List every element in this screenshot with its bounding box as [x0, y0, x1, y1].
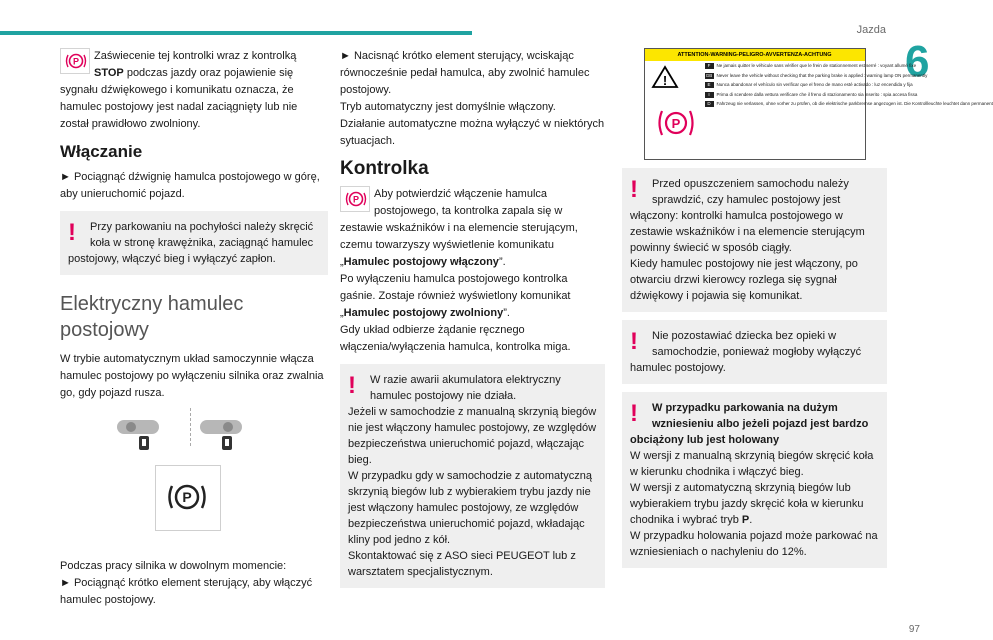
release-instruction: ► Nacisnąć krótko element sterujący, wciskając równocześnie pedał hamulca, aby zwolnić hamulec postojowy.	[340, 50, 590, 96]
warning-box-battery: ! W razie awarii akumulatora elektryczny hamulec postojowy nie działa. Jeżeli w samochodzie z manualną skrzynią biegów nie jest włączony hamulec postojowy, ze względów bezpieczeństwa unieruchomić pojazd, włączając bieg. W przypadku gdy w samochodzie z automatyczną skrzynią biegów lub z wybierakiem trybu jazdy nie jest włączony hamulec postojowy, ze względów bezpieczeństwa unieruchomić pojazd, wkładając kliny pod jedno z kół. Skontaktować się z ASO sieci PEUGEOT lub z warsztatem specjalistycznym.	[340, 364, 605, 588]
parking-brake-warning-icon	[60, 48, 90, 74]
warning-box-leaving: ! Przed opuszczeniem samochodu należy sprawdzić, czy hamulec postojowy jest włączony: kontrolki hamulca postojowego w zestawie wskaźników i na elemencie sterującym powinny świecić w sposób ciągły. Kiedy hamulec postojowy nie jest włączony, po otwarciu drzwi kierowcy rozlega się sygnał dźwiękowy i pojawia się komunikat.	[622, 168, 887, 312]
parking-brake-warning-icon	[340, 186, 370, 212]
heading-kontrolka: Kontrolka	[340, 158, 429, 179]
engage-short-pull-text: ► Pociągnąć krótko element sterujący, aby włączyć hamulec postojowy.	[60, 577, 313, 606]
steering-wheel-icon	[198, 414, 263, 454]
sticker-warning-symbols	[651, 65, 701, 155]
svg-text:!: !	[662, 73, 667, 88]
sticker-line: GB Never leave the vehicle without checking that the parking brake is applied : warning lamp ON permanently	[705, 72, 928, 78]
sticker-line: E Nunca abandonar el vehículo sin verificar que el freno de mano esté activado : luz encendida y fija	[705, 82, 861, 89]
auto-disable-text: Działanie automatyczne można wyłączyć w niektórych sytuacjach.	[340, 118, 605, 147]
header-accent-bar	[0, 31, 472, 35]
auto-default-text: Tryb automatyczny jest domyślnie włączony.	[340, 101, 556, 113]
divider	[190, 408, 191, 446]
indicator-flash-text: Gdy układ odbierze żądanie ręcznego włączenia/wyłączenia hamulca, kontrolka miga.	[340, 324, 571, 353]
svg-text:P: P	[352, 194, 360, 205]
indicator-off-text: Po wyłączeniu hamulca postojowego kontrolka gaśnie. Zostaje również wyświetlony komunikat „Hamulec postojowy zwolniony”.	[340, 273, 571, 319]
chapter-number: 6	[905, 37, 930, 86]
section-title: Jazda	[856, 24, 886, 36]
heading-wlaczanie: Włączanie	[60, 142, 143, 161]
warning-box-slope: ! Przy parkowaniu na pochyłości należy skręcić koła w stronę krawężnika, zaciągnąć hamulec postojowy, włączyć bieg i wyłączyć zapłon.	[60, 211, 328, 275]
column-2	[340, 48, 605, 596]
svg-text:P: P	[671, 116, 680, 131]
column-1	[60, 48, 328, 609]
exclamation-icon: !	[348, 372, 356, 399]
parking-brake-warning-text: Zaświecenie tej kontrolki wraz z kontrolką STOP podczas jazdy oraz pojawienie się sygnału dźwiękowego i komunikatu oznacza, że hamulec postojowy jest nadal zaciągnięty lub nie został prawidłowo zwolniony.	[60, 50, 298, 130]
auto-mode-text: W trybie automatycznym układ samoczynnie włącza hamulec postojowy po wyłączeniu silnika oraz zwalnia go, gdy pojazd rusza.	[60, 353, 324, 399]
exclamation-icon: !	[630, 328, 638, 355]
engine-running-text: Podczas pracy silnika w dowolnym momencie:	[60, 560, 287, 572]
exclamation-icon: !	[630, 400, 638, 427]
parking-brake-indicator-icon	[155, 465, 221, 531]
page-number: 97	[908, 624, 920, 635]
sticker-text-lines	[705, 63, 993, 108]
exclamation-icon: !	[630, 176, 638, 203]
heading-electric-parking-brake: Elektryczny hamulec postojowy	[60, 293, 244, 341]
svg-text:P: P	[182, 489, 192, 505]
column-3	[622, 48, 993, 576]
exclamation-icon: !	[68, 219, 76, 246]
control-illustration	[60, 408, 328, 558]
steering-wheel-icon	[115, 414, 180, 454]
svg-text:P: P	[72, 56, 80, 67]
warning-sticker-image	[644, 48, 993, 160]
sticker-banner: ATTENTION-WARNING-PELIGRO-AVVERTENZA-ACHTUNG	[645, 49, 865, 61]
sticker-line: F Ne jamais quitter le véhicule sans vérifier que le frein de stationnement est serré : voyant allumé fixe	[705, 63, 861, 70]
sticker-line: I Prima di scendere dalla vettura verificare che il freno di stazionamento sia inserito : spia accesa fissa	[705, 92, 861, 99]
warning-box-steep-slope: ! W przypadku parkowania na dużym wzniesieniu albo jeżeli pojazd jest bardzo obciążony lub jest holowany W wersji z manualną skrzynią biegów skręcić koła w kierunku chodnika i włączyć bieg. W wersji z automatyczną skrzynią biegów lub wybierakiem trybu jazdy skręcić koła w kierunku chodnika i wybrać tryb P. W przypadku holowania pojazd może parkować na wzniesieniach o nachyleniu do 12%.	[622, 392, 887, 568]
engage-instruction: ► Pociągnąć dźwignię hamulca postojowego w górę, aby unieruchomić pojazd.	[60, 171, 320, 200]
warning-box-child: ! Nie pozostawiać dziecka bez opieki w samochodzie, ponieważ mogłoby wyłączyć hamulec postojowy.	[622, 320, 887, 384]
indicator-on-text: Aby potwierdzić włączenie hamulca postojowego, ta kontrolka zapala się w zestawie wskaźników i na elemencie sterującym, czemu towarzyszy wyświetlenie komunikatu „Hamulec postojowy włączony”.	[340, 188, 578, 268]
sticker-line: D Fahrzeug nie verlassen, ohne vorher zu prüfen, ob die elektrische parkbremse angezogen ist. Die Kontrollleuchte leuchtet dann permanent	[705, 101, 861, 108]
